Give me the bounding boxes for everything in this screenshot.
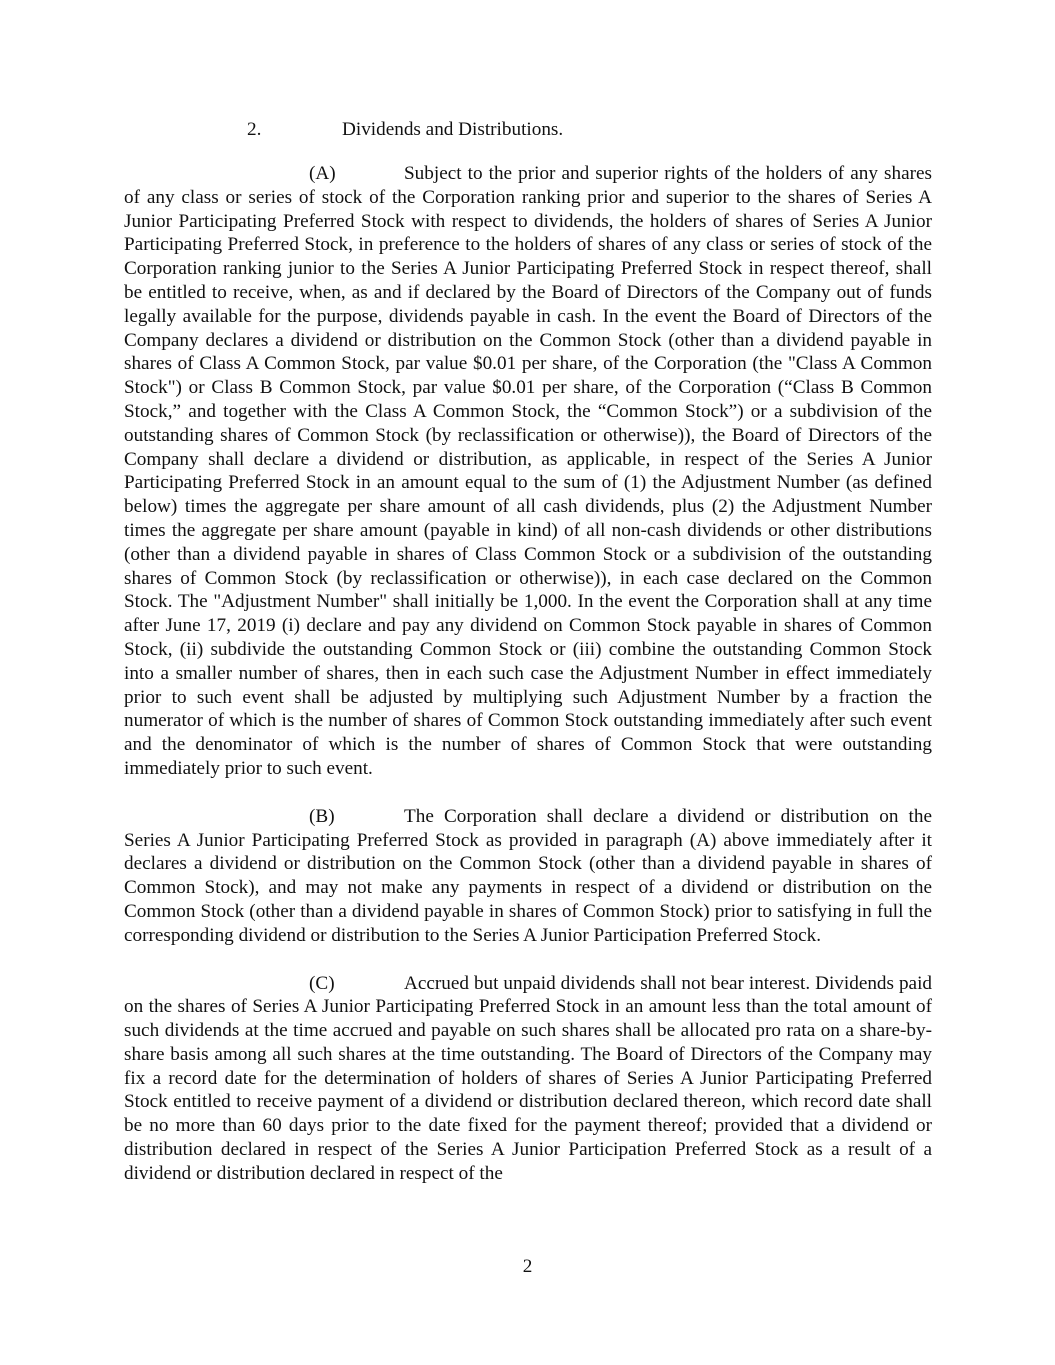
paragraph-b-text: The Corporation shall declare a dividend or distribution on the Series A Junior Participating Preferred Stock as provided in paragraph (A) above immediately after it declares a dividend or distribution on the Common Stock (other than a dividend payable in shares of Common Stock), and may not make any payments in respect of a dividend or distribution on the Common Stock (other than a dividend payable in shares of Common Stock) prior to satisfying in full the corresponding dividend or distribution to the Series A Junior Participation Preferred Stock.: [124, 805, 932, 946]
paragraph-a-label: (A): [309, 163, 336, 184]
paragraph-c-text: Accrued but unpaid dividends shall not bear interest. Dividends paid on the shares of Series A Junior Participating Preferred Stock in an amount less than the total amount of such dividends at the time accrued and payable on such shares shall be allocated pro rata on a share-by-share basis among all such shares at the time outstanding. The Board of Directors of the Company may fix a record date for the determination of holders of shares of Series A Junior Participating Preferred Stock entitled to receive payment of a dividend or distribution declared thereon, which record date shall be no more than 60 days prior to the date fixed for the payment thereof; provided that a dividend or distribution declared in respect of the Series A Junior Participation Preferred Stock as a result of a dividend or distribution declared in respect of the: [124, 972, 932, 1184]
paragraph-a: [124, 162, 932, 781]
document-page: [124, 118, 932, 1318]
paragraph-c: [124, 972, 932, 1186]
paragraph-c-label: (C): [309, 972, 335, 994]
section-heading: [124, 118, 932, 142]
paragraph-a-text: Subject to the prior and superior rights of the holders of any shares of any class or series of stock of the Corporation ranking prior and superior to the shares of Series A Junior Participating Preferred Stock with respect to dividends, the holders of shares of Series A Junior Participating Preferred Stock, in preference to the holders of shares of any class or series of stock of the Corporation ranking junior to the Series A Junior Participating Preferred Stock in respect thereof, shall be entitled to receive, when, as and if declared by the Board of Directors of the Company out of funds legally available for the purpose, dividends payable in cash. In the event the Board of Directors of the Company declares a dividend or distribution on the Common Stock (other than a dividend payable in shares of Class A Common Stock, par value $0.01 per share, of the Corporation (the "Class A Common Stock") or Class B Common Stock, par value $0.01 per share, of the Corporation (“Class B Common Stock,” and together with the Class A Common Stock, the “Common Stock”) or a subdivision of the outstanding shares of Common Stock (by reclassification or otherwise)), the Board of Directors of the Company shall declare a dividend or distribution, as applicable, in respect of the Series A Junior Participating Preferred Stock in an amount equal to the sum of (1) the Adjustment Number (as defined below) times the aggregate per share amount of all cash dividends, plus (2) the Adjustment Number times the aggregate per share amount (payable in kind) of all non-cash dividends or other distributions (other than a dividend payable in shares of Class Common Stock or a subdivision of the outstanding shares of Common Stock (by reclassification or otherwise)), in each case declared on the Common Stock. The "Adjustment Number" shall initially be 1,000. In the event the Corporation shall at any time after June 17, 2019 (i) declare and pay any dividend on Common Stock payable in shares of Common Stock, (ii) subdivide the outstanding Common Stock or (iii) combine the outstanding Common Stock into a smaller number of shares, then in each such case the Adjustment Number in effect immediately prior to such event shall be adjusted by multiplying such Adjustment Number by a fraction the numerator of which is the number of shares of Common Stock outstanding immediately after such event and the denominator of which is the number of shares of Common Stock that were outstanding immediately prior to such event.: [124, 163, 932, 779]
section-number: 2.: [247, 119, 262, 140]
section-title: Dividends and Distributions.: [342, 119, 564, 140]
paragraph-b: [124, 805, 932, 948]
paragraph-b-label: (B): [309, 805, 335, 827]
page-number: 2: [522, 1256, 533, 1277]
